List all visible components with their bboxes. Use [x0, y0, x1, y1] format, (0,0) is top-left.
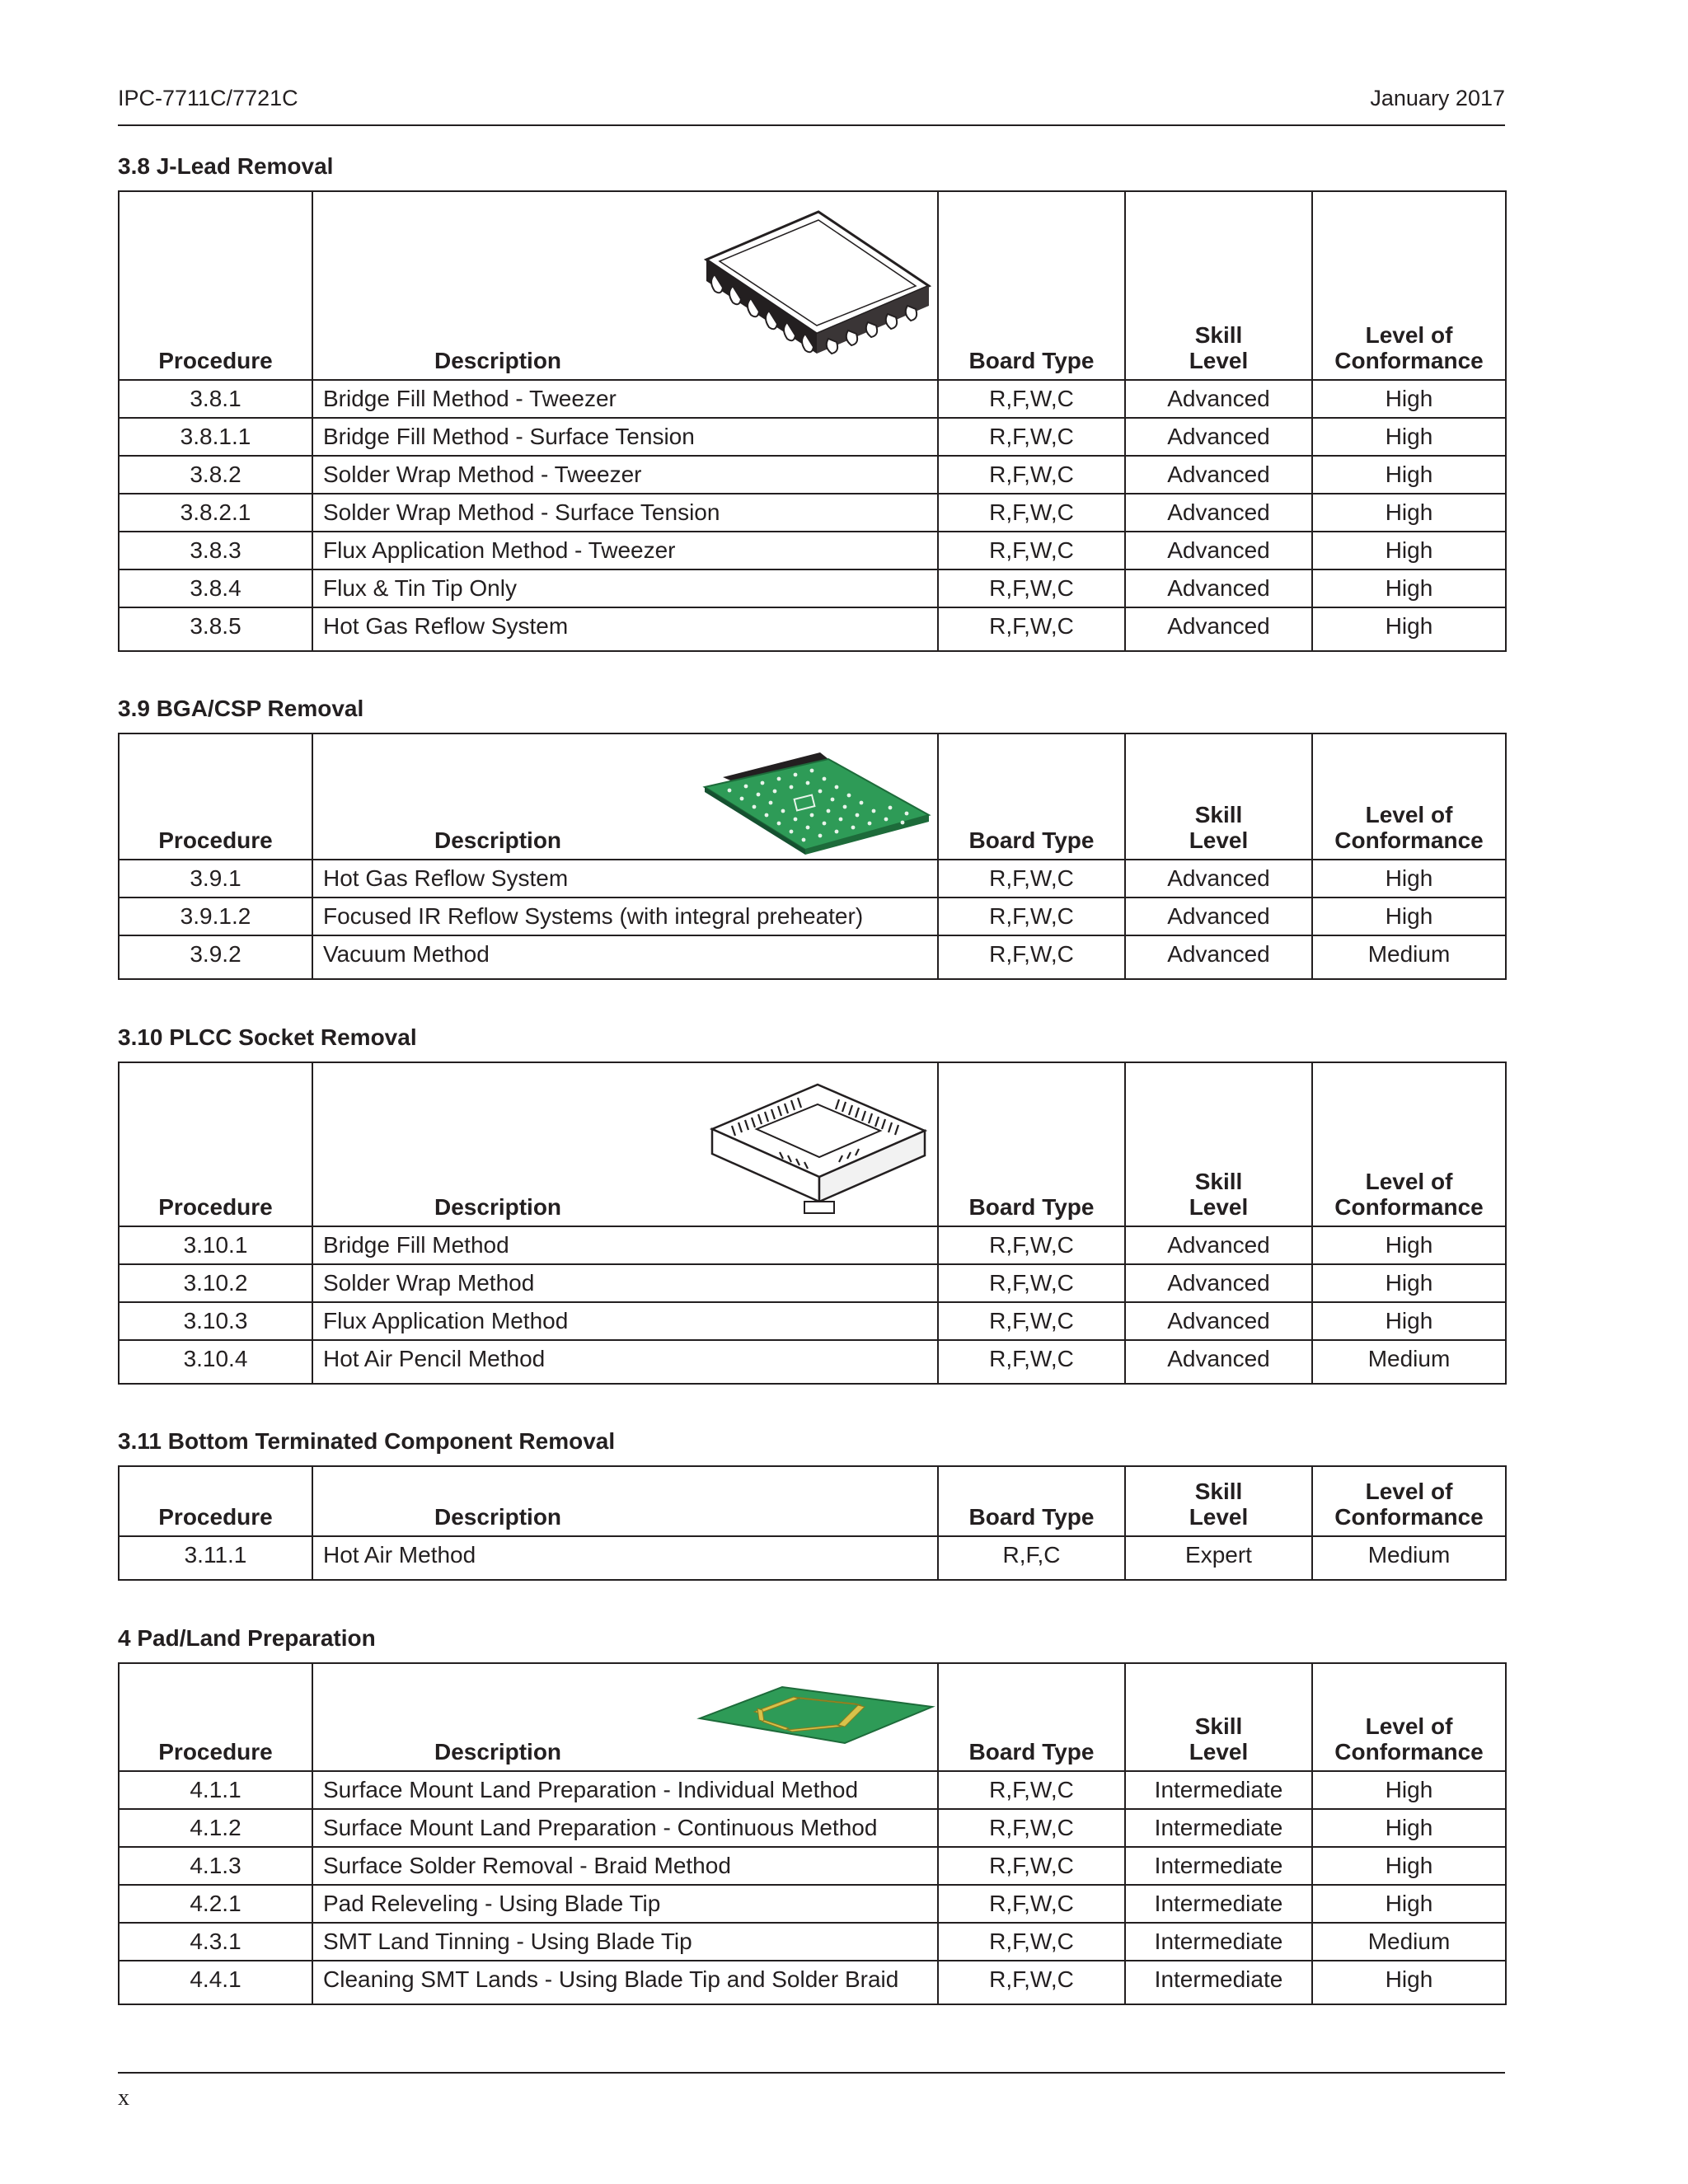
skill-level-cell: Advanced: [1125, 494, 1312, 532]
skill-level-cell: Intermediate: [1125, 1961, 1312, 2004]
table-row: [119, 418, 1506, 456]
conformance-header-line2: Conformance: [1334, 827, 1484, 853]
skill-level-cell: Advanced: [1125, 607, 1312, 651]
description-cell: Pad Releveling - Using Blade Tip: [312, 1885, 938, 1923]
table-header-row: [119, 191, 1506, 380]
table-row: [119, 1302, 1506, 1340]
conformance-cell: High: [1312, 418, 1506, 456]
skill-level-cell: Advanced: [1125, 935, 1312, 979]
skill-level-column-header: [1125, 1062, 1312, 1226]
document-date: January 2017: [1370, 86, 1505, 110]
conformance-header-line2: Conformance: [1334, 348, 1484, 373]
procedure-cell: 3.8.5: [119, 607, 312, 651]
procedure-table: [118, 1062, 1507, 1385]
table-row: [119, 1961, 1506, 2004]
board-type-cell: R,F,W,C: [938, 380, 1125, 418]
description-cell: Solder Wrap Method - Surface Tension: [312, 494, 938, 532]
table-row: [119, 1923, 1506, 1961]
conformance-cell: High: [1312, 380, 1506, 418]
procedure-table: [118, 1465, 1507, 1581]
skill-header-line1: Skill: [1194, 1169, 1243, 1194]
skill-level-cell: Advanced: [1125, 569, 1312, 607]
skill-level-cell: Intermediate: [1125, 1771, 1312, 1809]
table-row: [119, 860, 1506, 898]
board-type-cell: R,F,W,C: [938, 494, 1125, 532]
board-type-cell: R,F,W,C: [938, 1302, 1125, 1340]
table-row: [119, 1771, 1506, 1809]
description-column-header: [312, 1062, 938, 1226]
section-title: 3.8 J-Lead Removal: [118, 153, 334, 179]
board-type-column-header: Board Type: [938, 191, 1125, 380]
skill-level-cell: Advanced: [1125, 898, 1312, 935]
conformance-header-line2: Conformance: [1334, 1504, 1484, 1530]
board-type-cell: R,F,W,C: [938, 532, 1125, 569]
table-row: [119, 1847, 1506, 1885]
skill-level-cell: Intermediate: [1125, 1809, 1312, 1847]
conformance-cell: High: [1312, 898, 1506, 935]
conformance-cell: High: [1312, 607, 1506, 651]
skill-level-cell: Expert: [1125, 1536, 1312, 1580]
conformance-column-header: [1312, 1663, 1506, 1771]
table-row: [119, 607, 1506, 651]
conformance-header-line1: Level of: [1365, 322, 1453, 348]
procedure-cell: 3.8.1.1: [119, 418, 312, 456]
procedure-column-header: Procedure: [119, 1466, 312, 1536]
description-cell: Focused IR Reflow Systems (with integral preheater): [312, 898, 938, 935]
description-cell: SMT Land Tinning - Using Blade Tip: [312, 1923, 938, 1961]
description-cell: Bridge Fill Method - Surface Tension: [312, 418, 938, 456]
board-type-column-header: Board Type: [938, 733, 1125, 860]
procedure-cell: 3.10.2: [119, 1264, 312, 1302]
conformance-cell: High: [1312, 1771, 1506, 1809]
description-header-label: Description: [434, 1504, 562, 1530]
skill-level-cell: Intermediate: [1125, 1923, 1312, 1961]
section-title: 3.9 BGA/CSP Removal: [118, 696, 364, 721]
procedure-column-header: Procedure: [119, 1663, 312, 1771]
description-header-label: Description: [434, 827, 562, 853]
conformance-cell: High: [1312, 1885, 1506, 1923]
skill-header-line2: Level: [1189, 827, 1249, 853]
board-type-cell: R,F,W,C: [938, 418, 1125, 456]
description-header-label: Description: [434, 1194, 562, 1220]
procedure-cell: 4.3.1: [119, 1923, 312, 1961]
table-row: [119, 935, 1506, 979]
board-type-column-header: Board Type: [938, 1062, 1125, 1226]
procedure-cell: 3.10.4: [119, 1340, 312, 1384]
conformance-cell: High: [1312, 1302, 1506, 1340]
skill-header-line2: Level: [1189, 1194, 1249, 1220]
table-row: [119, 569, 1506, 607]
skill-level-column-header: [1125, 191, 1312, 380]
table-row: [119, 1885, 1506, 1923]
board-type-cell: R,F,W,C: [938, 1885, 1125, 1923]
skill-header-line1: Skill: [1194, 322, 1243, 348]
conformance-cell: Medium: [1312, 935, 1506, 979]
table-row: [119, 1226, 1506, 1264]
board-type-cell: R,F,W,C: [938, 1809, 1125, 1847]
table-header-row: [119, 733, 1506, 860]
procedure-column-header: Procedure: [119, 1062, 312, 1226]
conformance-cell: High: [1312, 456, 1506, 494]
procedure-cell: 4.4.1: [119, 1961, 312, 2004]
skill-level-column-header: [1125, 733, 1312, 860]
description-cell: Hot Air Method: [312, 1536, 938, 1580]
conformance-cell: High: [1312, 569, 1506, 607]
skill-level-cell: Advanced: [1125, 380, 1312, 418]
conformance-cell: High: [1312, 1847, 1506, 1885]
board-type-column-header: Board Type: [938, 1466, 1125, 1536]
conformance-cell: High: [1312, 860, 1506, 898]
table-row: [119, 1264, 1506, 1302]
procedure-table: [118, 190, 1507, 652]
procedure-cell: 3.8.2.1: [119, 494, 312, 532]
procedure-column-header: Procedure: [119, 733, 312, 860]
description-cell: Flux Application Method - Tweezer: [312, 532, 938, 569]
description-cell: Vacuum Method: [312, 935, 938, 979]
description-header-label: Description: [434, 348, 562, 373]
description-cell: Solder Wrap Method: [312, 1264, 938, 1302]
procedure-cell: 4.1.3: [119, 1847, 312, 1885]
board-type-cell: R,F,W,C: [938, 1961, 1125, 2004]
smt-land-pattern-icon: [696, 1680, 935, 1746]
table-header-row: [119, 1062, 1506, 1226]
skill-header-line2: Level: [1189, 1504, 1249, 1530]
description-cell: Hot Air Pencil Method: [312, 1340, 938, 1384]
conformance-cell: High: [1312, 1226, 1506, 1264]
skill-header-line2: Level: [1189, 1739, 1249, 1765]
conformance-column-header: [1312, 1466, 1506, 1536]
conformance-cell: High: [1312, 494, 1506, 532]
conformance-header-line1: Level of: [1365, 802, 1453, 827]
skill-header-line1: Skill: [1194, 802, 1243, 827]
procedure-cell: 4.2.1: [119, 1885, 312, 1923]
skill-level-cell: Advanced: [1125, 1264, 1312, 1302]
procedure-cell: 3.11.1: [119, 1536, 312, 1580]
board-type-cell: R,F,W,C: [938, 1340, 1125, 1384]
skill-level-cell: Intermediate: [1125, 1847, 1312, 1885]
table-row: [119, 898, 1506, 935]
procedure-cell: 3.9.1.2: [119, 898, 312, 935]
plcc-socket-icon: [707, 1078, 930, 1218]
board-type-cell: R,F,W,C: [938, 1847, 1125, 1885]
skill-header-line2: Level: [1189, 348, 1249, 373]
table-row: [119, 532, 1506, 569]
description-column-header: [312, 1466, 938, 1536]
board-type-cell: R,F,W,C: [938, 1923, 1125, 1961]
conformance-header-line1: Level of: [1365, 1169, 1453, 1194]
procedure-cell: 3.10.3: [119, 1302, 312, 1340]
table-row: [119, 494, 1506, 532]
description-cell: Flux Application Method: [312, 1302, 938, 1340]
description-column-header: [312, 733, 938, 860]
skill-level-cell: Advanced: [1125, 418, 1312, 456]
section-title: 4 Pad/Land Preparation: [118, 1625, 376, 1651]
description-cell: Bridge Fill Method: [312, 1226, 938, 1264]
table-header-row: [119, 1663, 1506, 1771]
header-rule: [118, 124, 1505, 126]
board-type-cell: R,F,W,C: [938, 935, 1125, 979]
description-cell: Surface Mount Land Preparation - Individual Method: [312, 1771, 938, 1809]
procedure-cell: 3.9.2: [119, 935, 312, 979]
conformance-cell: Medium: [1312, 1923, 1506, 1961]
conformance-cell: High: [1312, 1809, 1506, 1847]
skill-level-column-header: [1125, 1466, 1312, 1536]
procedure-cell: 4.1.1: [119, 1771, 312, 1809]
board-type-cell: R,F,C: [938, 1536, 1125, 1580]
board-type-cell: R,F,W,C: [938, 1264, 1125, 1302]
description-cell: Bridge Fill Method - Tweezer: [312, 380, 938, 418]
description-cell: Hot Gas Reflow System: [312, 607, 938, 651]
board-type-column-header: Board Type: [938, 1663, 1125, 1771]
page-number: x: [118, 2085, 129, 2111]
skill-level-cell: Advanced: [1125, 1226, 1312, 1264]
section-title: 3.10 PLCC Socket Removal: [118, 1024, 417, 1050]
procedure-cell: 3.8.4: [119, 569, 312, 607]
description-header-label: Description: [434, 1739, 562, 1765]
conformance-column-header: [1312, 733, 1506, 860]
board-type-cell: R,F,W,C: [938, 860, 1125, 898]
table-header-row: [119, 1466, 1506, 1536]
skill-level-cell: Advanced: [1125, 860, 1312, 898]
conformance-header-line2: Conformance: [1334, 1739, 1484, 1765]
procedure-column-header: Procedure: [119, 191, 312, 380]
bga-package-icon: [696, 748, 935, 855]
table-row: [119, 1536, 1506, 1580]
description-column-header: [312, 191, 938, 380]
procedure-cell: 3.8.1: [119, 380, 312, 418]
section-title: 3.11 Bottom Terminated Component Removal: [118, 1428, 616, 1454]
procedure-table: [118, 1662, 1507, 2005]
procedure-cell: 3.10.1: [119, 1226, 312, 1264]
conformance-cell: Medium: [1312, 1536, 1506, 1580]
conformance-cell: High: [1312, 1264, 1506, 1302]
conformance-column-header: [1312, 1062, 1506, 1226]
description-cell: Surface Mount Land Preparation - Continuous Method: [312, 1809, 938, 1847]
skill-level-cell: Advanced: [1125, 1302, 1312, 1340]
skill-header-line1: Skill: [1194, 1713, 1243, 1739]
table-row: [119, 1340, 1506, 1384]
board-type-cell: R,F,W,C: [938, 569, 1125, 607]
procedure-cell: 3.8.3: [119, 532, 312, 569]
skill-header-line1: Skill: [1194, 1479, 1243, 1504]
board-type-cell: R,F,W,C: [938, 1226, 1125, 1264]
procedure-cell: 3.9.1: [119, 860, 312, 898]
table-row: [119, 380, 1506, 418]
document-id: IPC-7711C/7721C: [118, 86, 298, 110]
description-cell: Flux & Tin Tip Only: [312, 569, 938, 607]
conformance-header-line2: Conformance: [1334, 1194, 1484, 1220]
board-type-cell: R,F,W,C: [938, 898, 1125, 935]
description-cell: Solder Wrap Method - Tweezer: [312, 456, 938, 494]
conformance-column-header: [1312, 191, 1506, 380]
skill-level-cell: Advanced: [1125, 1340, 1312, 1384]
description-column-header: [312, 1663, 938, 1771]
board-type-cell: R,F,W,C: [938, 1771, 1125, 1809]
procedure-table: [118, 733, 1507, 980]
description-cell: Cleaning SMT Lands - Using Blade Tip and Solder Braid: [312, 1961, 938, 2004]
table-row: [119, 456, 1506, 494]
plcc-j-lead-component-icon: [696, 207, 935, 372]
conformance-cell: High: [1312, 532, 1506, 569]
conformance-cell: Medium: [1312, 1340, 1506, 1384]
description-cell: Surface Solder Removal - Braid Method: [312, 1847, 938, 1885]
skill-level-cell: Intermediate: [1125, 1885, 1312, 1923]
board-type-cell: R,F,W,C: [938, 456, 1125, 494]
skill-level-column-header: [1125, 1663, 1312, 1771]
procedure-cell: 4.1.2: [119, 1809, 312, 1847]
procedure-cell: 3.8.2: [119, 456, 312, 494]
conformance-header-line1: Level of: [1365, 1479, 1453, 1504]
conformance-cell: High: [1312, 1961, 1506, 2004]
skill-level-cell: Advanced: [1125, 456, 1312, 494]
board-type-cell: R,F,W,C: [938, 607, 1125, 651]
conformance-header-line1: Level of: [1365, 1713, 1453, 1739]
description-cell: Hot Gas Reflow System: [312, 860, 938, 898]
table-row: [119, 1809, 1506, 1847]
skill-level-cell: Advanced: [1125, 532, 1312, 569]
footer-rule: [118, 2072, 1505, 2074]
